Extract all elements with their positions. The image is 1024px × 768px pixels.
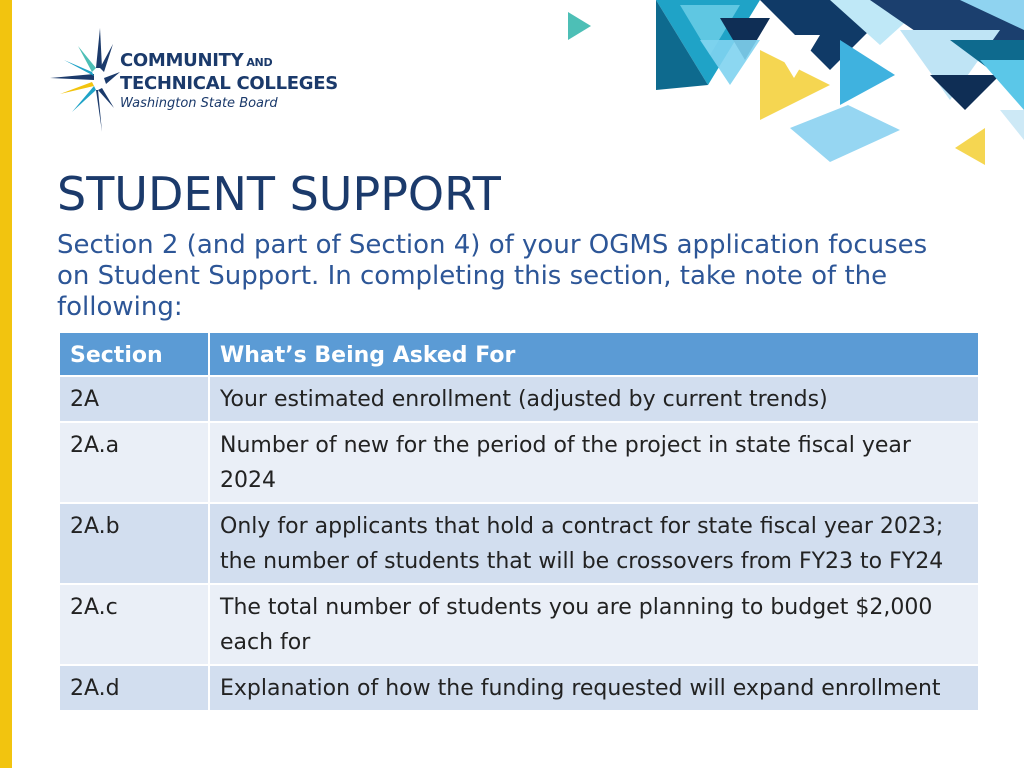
row-description: Explanation of how the funding requested will expand enrollment [209,665,979,711]
header-description: What’s Being Asked For [209,332,979,376]
table-header-row [59,332,979,376]
student-support-table [58,331,978,712]
row-description: Your estimated enrollment (adjusted by current trends) [209,376,979,422]
row-section: 2A [59,376,209,422]
row-description: The total number of students you are planning to budget $2,000 each for [209,584,979,665]
row-section: 2A.a [59,422,209,503]
logo-and-text: AND [246,56,273,69]
row-section: 2A.c [59,584,209,665]
starburst-logo-icon [50,28,120,132]
row-section: 2A.b [59,503,209,584]
table-row [59,503,979,584]
row-section: 2A.d [59,665,209,711]
table-row [59,376,979,422]
logo-line-2: TECHNICAL COLLEGES [120,73,338,94]
header-section: Section [59,332,209,376]
intro-text: Section 2 (and part of Section 4) of your OGMS application focuses on Student Support. In completing this section, take note of the following: [57,230,928,322]
table-row [59,665,979,711]
row-description: Number of new for the period of the project in state fiscal year 2024 [209,422,979,503]
decorative-triangles [560,0,1024,170]
table-row [59,584,979,665]
logo-subtitle: Washington State Board [120,96,278,111]
page-title: STUDENT SUPPORT [57,167,501,221]
left-accent-bar [0,0,12,768]
table-row [59,422,979,503]
organization-logo [50,28,350,132]
logo-line-1: COMMUNITY AND [120,50,273,71]
row-description: Only for applicants that hold a contract for state fiscal year 2023; the number of students that will be crossovers from FY23 to FY24 [209,503,979,584]
